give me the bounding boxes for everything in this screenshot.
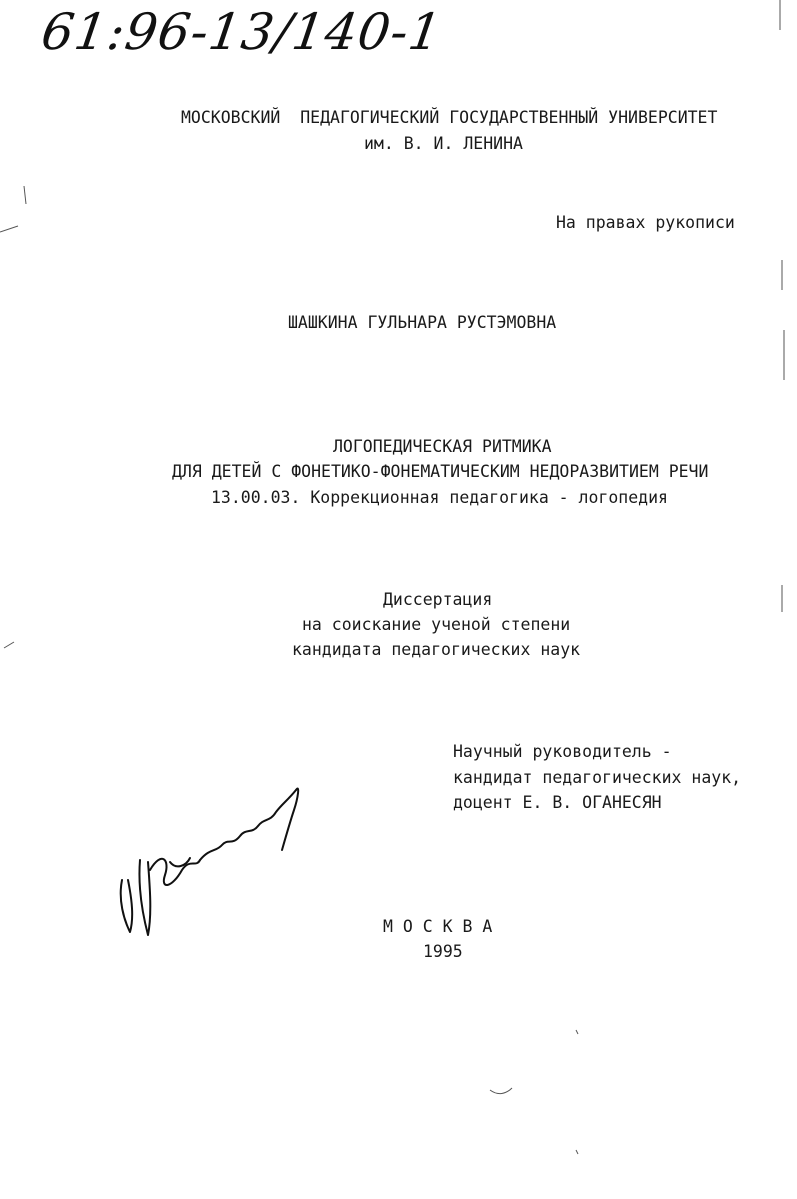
university-name: МОСКОВСКИЙ ПЕДАГОГИЧЕСКИЙ ГОСУДАРСТВЕННЫЙ УНИВЕРСИТЕТ xyxy=(181,108,718,127)
supervisor-degree: кандидат педагогических наук, xyxy=(453,768,742,787)
dissertation-label: Диссертация xyxy=(383,590,493,609)
university-named-after: им. В. И. ЛЕНИНА xyxy=(364,134,523,153)
thesis-title-line2: ДЛЯ ДЕТЕЙ С ФОНЕТИКО-ФОНЕМАТИЧЕСКИМ НЕДОРАЗВИТИЕМ РЕЧИ xyxy=(172,462,709,481)
dissertation-degree-field: кандидата педагогических наук xyxy=(292,640,581,659)
dissertation-degree-line: на соискание ученой степени xyxy=(302,615,571,634)
handwritten-catalog-number: 61:96-13/140-1 xyxy=(37,3,446,61)
thesis-title-line1: ЛОГОПЕДИЧЕСКАЯ РИТМИКА xyxy=(333,437,552,456)
specialty-code: 13.00.03. Коррекционная педагогика - логопедия xyxy=(211,488,668,507)
supervisor-label: Научный руководитель - xyxy=(453,742,672,761)
supervisor-name: доцент Е. В. ОГАНЕСЯН xyxy=(453,793,662,812)
city: М О С К В А xyxy=(383,917,493,936)
author-name: ШАШКИНА ГУЛЬНАРА РУСТЭМОВНА xyxy=(288,313,557,332)
year: 1995 xyxy=(423,942,463,961)
rights-note: На правах рукописи xyxy=(556,213,735,232)
